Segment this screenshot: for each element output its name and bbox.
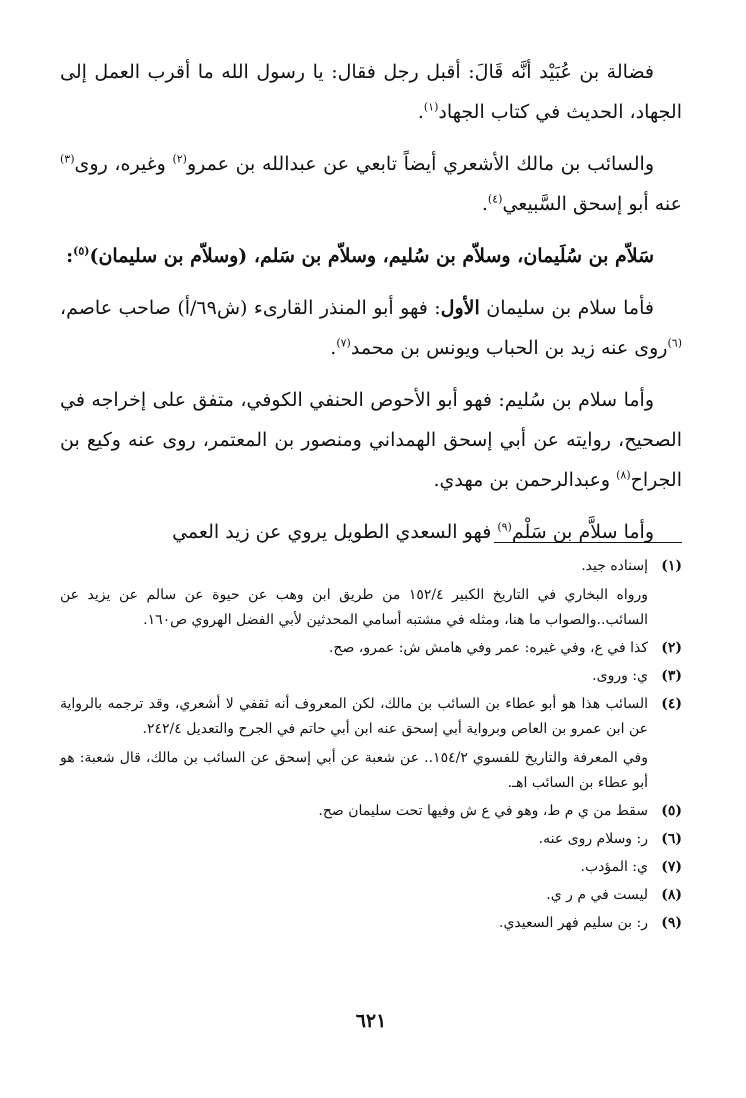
page-number: ٦٢١ <box>355 1010 387 1032</box>
footnote-text: ليست في م ر ي. <box>546 887 648 903</box>
text-run: فضالة بن عُبَيْد أنَّه قَالَ: أقبل رجل فقال: يا رسول الله ما أقرب العمل إلى الجهاد، الحديث في كتاب الجهاد <box>60 61 682 123</box>
footnote-text: إسناده جيد. ورواه البخاري في التاريخ الكبير ١٥٢/٤ من طريق ابن وهب عن حيوة عن سالم عن يزيد عن السائب..والصواب ما هنا، ومثله في مشتبه أسامي المحدثين لأبي الفضل الهروي ص١٦٠. <box>60 554 648 633</box>
footnote-ref: (٧) <box>336 336 351 350</box>
footnote <box>60 883 682 908</box>
footnote <box>60 827 682 852</box>
footnote <box>60 554 682 633</box>
footnote-ref: (١) <box>423 100 439 114</box>
text-run: والسائب بن مالك الأشعري أيضاً تابعي عن عبدالله بن عمرو <box>186 153 655 175</box>
footnote-number: (٤) <box>661 696 682 712</box>
footnote-number: (٦) <box>661 831 682 847</box>
footnote-ref: (٥) <box>73 244 90 258</box>
text-run: وعبدالرحمن بن مهدي. <box>433 469 617 491</box>
text-run: عنه أبو إسحق السَّبيعي <box>502 193 682 215</box>
footnote-ref: (٢) <box>172 152 187 166</box>
footnote-text: السائب هذا هو أبو عطاء بن السائب بن مالك، لكن المعروف أنه ثقفي لا أشعري، وقد ترجمه بالرواية عن ابن عمرو بن العاص وبرواية أبي إسحق عنه ابن أبي حاتم في الجرح والتعديل ٢٤٢/٤. وفي المعرفة والتاريخ للفسوي ١٥٤/٢.. عن شعبة عن أبي إسحق عن السائب بن مالك، قال شعبة: هو أبو عطاء بن السائب اهـ. <box>60 692 648 796</box>
paragraph <box>60 380 682 500</box>
footnote-number: (١) <box>661 558 682 574</box>
footnote-ref: (٨) <box>616 468 631 482</box>
footnote-text: ر: وسلام روى عنه. <box>538 831 648 847</box>
footnote-number: (٣) <box>661 668 682 684</box>
paragraph <box>60 512 682 552</box>
text-run: وأما سلام بن سُليم: فهو أبو الأحوص الحنفي الكوفي، متفق على إخراجه في الصحيح، روايته عن أبي إسحق الهمداني ومنصور بن المعتمر، روى عنه وكيع بن الجراح <box>60 389 682 491</box>
footnote-number: (٥) <box>661 803 682 819</box>
footnote-text: ي: وروى. <box>592 668 648 684</box>
footnotes <box>60 554 682 939</box>
paragraph <box>60 144 682 224</box>
text-run: : <box>66 245 74 267</box>
footnote-continuation: ورواه البخاري في التاريخ الكبير ١٥٢/٤ من طريق ابن وهب عن حيوة عن سالم عن يزيد عن السائب..والصواب ما هنا، ومثله في مشتبه أسامي المحدثين لأبي الفضل الهروي ص١٦٠. <box>60 587 648 628</box>
footnote-number: (٢) <box>661 640 682 656</box>
footnote <box>60 855 682 880</box>
footnote-number: (٩) <box>661 915 682 931</box>
footnote-continuation: وفي المعرفة والتاريخ للفسوي ١٥٤/٢.. عن شعبة عن أبي إسحق عن السائب بن مالك، قال شعبة: هو أبو عطاء بن السائب اهـ. <box>60 750 648 791</box>
footnote-ref: (٤) <box>487 192 503 206</box>
footnote-ref: (٣) <box>60 152 75 166</box>
footnote-text: ر: بن سليم فهر السعيدي. <box>499 915 648 931</box>
paragraph <box>60 288 682 368</box>
text-run: . <box>330 337 337 359</box>
text-run: فأما سلام بن سليمان <box>479 297 654 319</box>
text-run: سَلاّم بن سُلَيمان، وسلاّم بن سُليم، وسلاّم بن سَلم، (وسلاّم بن سليمان) <box>89 245 654 267</box>
footnote <box>60 636 682 661</box>
footnote-text: كذا في ع، وفي غيره: عمر وفي هامش ش: عمرو، صح. <box>328 640 648 656</box>
footnote <box>60 664 682 689</box>
footnote-number: (٨) <box>661 887 682 903</box>
footnote-ref: (٩) <box>497 520 512 534</box>
text-run: : فهو أبو المنذر القارىء (ش٦٩/أ) صاحب عاصم، <box>60 297 441 319</box>
footnote-text: ي: المؤدب. <box>580 859 648 875</box>
footnote-ref: (٦) <box>667 336 682 350</box>
section-heading <box>60 236 682 276</box>
text-run: . <box>417 101 424 123</box>
emphasis: الأول <box>440 297 480 319</box>
main-text <box>60 52 682 552</box>
text-run: فهو السعدي الطويل يروي عن زيد العمي <box>172 521 498 543</box>
footnote <box>60 692 682 796</box>
footnote <box>60 911 682 936</box>
text-run: روى عنه زيد بن الحباب ويونس بن محمد <box>350 337 668 359</box>
text-run: وغيره، روى <box>74 153 173 175</box>
text-run: . <box>481 193 488 215</box>
paragraph <box>60 52 682 132</box>
footnote <box>60 799 682 824</box>
footnote-separator <box>494 542 682 543</box>
footnote-number: (٧) <box>661 859 682 875</box>
text-run: وأما سلاَّم بن سَلْم <box>511 521 654 543</box>
book-page <box>60 52 682 1052</box>
footnote-text: سقط من ي م ط، وهو في ع ش وفيها تحت سليمان صح. <box>318 803 648 819</box>
